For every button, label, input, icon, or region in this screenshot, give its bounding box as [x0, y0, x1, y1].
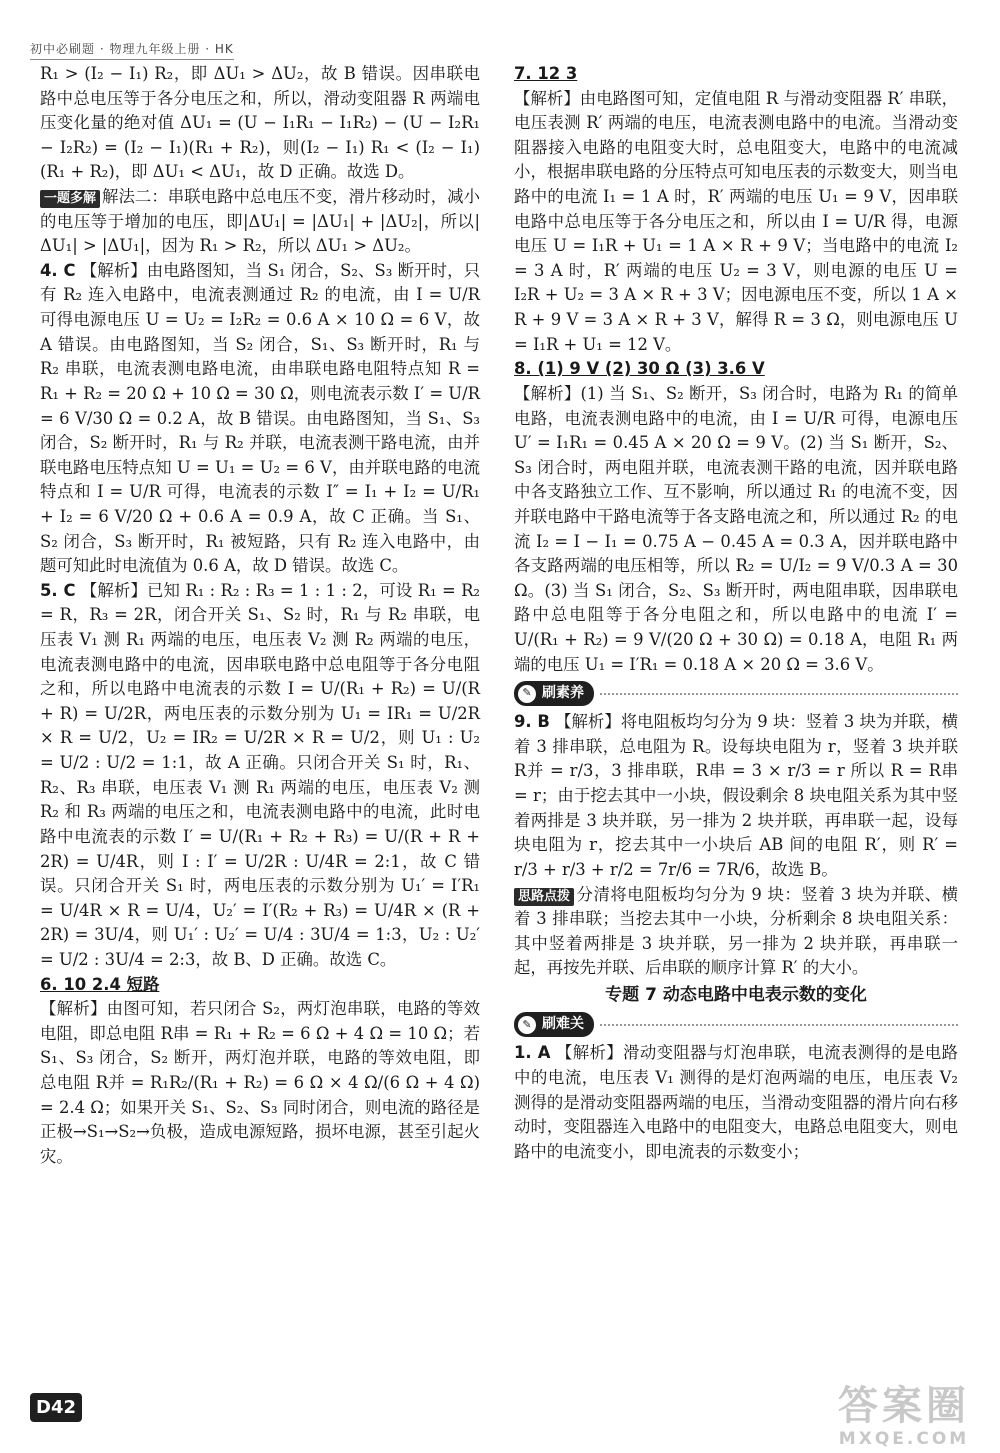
- section-bar-literacy: [514, 681, 958, 706]
- q5-explanation: 【解析】已知 R₁ : R₂ : R₃ = 1 : 1 : 2，可设 R₁ = R₂ = R，R₃ = 2R，闭合开关 S₁、S₂ 时，R₁ 与 R₂ 串联，电压表 V₁ 测 R₁ 两端的电压，电压表 V₂ 测 R₂ 两端的电压，电流表测电路中的电流，因串联电路中总电阻等于各分电阻之和，所以电路中电流表的示数 I = U/(R₁ + R₂) = U/(R + R) = U/2R，两电压表的示数分别为 U₁ = IR₁ = U/2R × R = U/2，U₂ = IR₂ = U/2R × R = U/2，则 U₁ : U₂ = U/2 : U/2 = 1:1，故 A 正确。只闭合开关 S₁ 时，R₁、R₂、R₃ 串联，电压表 V₁ 测 R₁ 两端的电压，电压表 V₂ 测 R₂ 和 R₃ 两端的电压之和，电流表测电路中的电流，此时电路中电流表的示数 I′ = U/(R₁ + R₂ + R₃) = U/(R + R + 2R) = U/4R，则 I : I′ = U/2R : U/4R = 2:1，故 C 错误。只闭合开关 S₁ 时，两电压表的示数分别为 U₁′ = I′R₁ = U/4R × R = U/4，U₂′ = I′(R₂ + R₃) = U/4R × (R + 2R) = 3U/4，则 U₁′ : U₂′ = U/4 : 3U/4 = 1:3，U₂ : U₂′ = U/2 : 3U/4 = 2:3，故 B、D 正确。故选 C。: [40, 580, 481, 969]
- question-6: [40, 973, 480, 998]
- difficulty-label: 刷难关: [542, 1016, 584, 1033]
- running-header: 初中必刷题 · 物理九年级上册 · HK: [30, 40, 234, 60]
- q4-answer: 4. C: [40, 260, 76, 280]
- difficulty-badge: [514, 1012, 594, 1037]
- page-number: D42: [30, 1393, 82, 1422]
- q9-explanation: 【解析】将电阻板均匀分为 9 块：竖着 3 块为并联，横着 3 排串联，总电阻为 R。设每块电阻为 r，竖着 3 块并联 R并 = r/3，3 排串联，R串 = 3 × r/3 = r 所以 R = R串 = r；由于挖去其中一小块，假设剩余 8 块电阻关系为其中竖着两排是 3 块并联，另一排为 2 块并联，再串联一起，设每块电阻为 r，挖去其中一小块后 AB 间的电阻 R′，则 R′ = r/3 + r/3 + r/2 = 7r/6 = 7R/6，故选 B。: [514, 712, 958, 879]
- right-column: [514, 62, 958, 1164]
- tip-tag: 思路点拨: [514, 888, 574, 906]
- watermark-url: MXQE.COM: [838, 1429, 970, 1449]
- section-title: 专题 7 动态电路中电表示数的变化: [605, 984, 867, 1005]
- pencil-icon: ✎: [518, 1016, 536, 1034]
- q8-answer: 8. (1) 9 V (2) 30 Ω (3) 3.6 V: [514, 359, 765, 379]
- literacy-badge: [514, 681, 594, 706]
- q7-answer: 7. 12 3: [514, 64, 578, 83]
- q9-tip: [514, 883, 958, 981]
- q3-alt-solution: [40, 185, 480, 259]
- question-8: [514, 357, 958, 382]
- q9-answer: 9. B: [514, 712, 550, 732]
- dotted-divider: [600, 1024, 958, 1026]
- pencil-icon: ✎: [518, 685, 536, 703]
- q5-answer: 5. C: [40, 580, 76, 600]
- alt-solution-text: 解法二：串联电路中总电压不变，滑片移动时，减小的电压等于增加的电压，即|ΔU₁| = |ΔU₁| + |ΔU₂|，所以|ΔU₁| > |ΔU₁|，因为 R₁ > R₂，所以 ΔU₁ > ΔU₂。: [40, 187, 480, 256]
- q6-explanation: 【解析】由图可知，若只闭合 S₂，两灯泡串联，电路的等效电阻，即总电阻 R串 = R₁ + R₂ = 6 Ω + 4 Ω = 10 Ω；若 S₁、S₃ 闭合，S₂ 断开，两灯泡并联，电路的等效电阻，即总电阻 R并 = R₁R₂/(R₁ + R₂) = 6 Ω × 4 Ω/(6 Ω + 4 Ω) = 2.4 Ω；如果开关 S₁、S₂、S₃ 同时闭合，则电流的路径是正极→S₁→S₂→负极，造成电源短路，损坏电源，甚至引起火灾。: [40, 999, 480, 1166]
- alt-solution-tag: 一题多解: [40, 190, 100, 208]
- q1-explanation: 【解析】滑动变阻器与灯泡串联，电流表测得的是电路中的电流，电压表 V₁ 测得的是灯泡两端的电压，电压表 V₂ 测得的是滑动变阻器两端的电压，当滑动变阻器的滑片向右移动时，变阻器连入电路中的电阻变大，电路总电阻变大，则电路中的电流变小，即电流表的示数变小；: [514, 1043, 958, 1161]
- question-5: [40, 579, 480, 973]
- q3-continuation: R₁ > (I₂ − I₁) R₂，即 ΔU₁ > ΔU₂，故 B 错误。因串联电路中总电压等于各分电压之和，所以，滑动变阻器 R 两端电压变化量的绝对值 ΔU₁ = (U − I₁R₁ − I₁R₂) − (U − I₂R₁ − I₂R₂) = (I₂ − I₁)(R₁ + R₂)，则(I₂ − I₁) R₁ < (I₂ − I₁)(R₁ + R₂)，即 ΔU₁ < ΔU₁，故 D 正确。故选 D。: [40, 64, 480, 182]
- q1-answer: 1. A: [514, 1043, 551, 1063]
- question-4: [40, 259, 480, 579]
- q6-answer: 6. 10 2.4 短路: [40, 974, 160, 994]
- q4-explanation: 【解析】由电路图知，当 S₁ 闭合，S₂、S₃ 断开时，只有 R₂ 连入电路中，电流表测通过 R₂ 的电流，由 I = U/R 可得电源电压 U = U₂ = I₂R₂ = 0.6 A × 10 Ω = 6 V，故 A 错误。由电路图知，当 S₂ 闭合，S₁、S₃ 断开时，R₁ 与 R₂ 串联，电流表测电路电流，由串联电路电阻特点知 R = R₁ + R₂ = 20 Ω + 10 Ω = 30 Ω，则电流表示数 I′ = U/R = 6 V/30 Ω = 0.2 A，故 B 错误。由电路图知，当 S₁、S₃ 闭合，S₂ 断开时，R₁ 与 R₂ 并联，电流表测干路电流，由并联电路电压特点知 U = U₁ = U₂ = 6 V，由并联电路的电流特点和 I = U/R 可得，电流表的示数 I″ = I₁ + I₂ = U/R₁ + I₂ = 6 V/20 Ω + 0.6 A = 0.9 A，故 C 正确。当 S₁、S₂ 闭合，S₃ 断开时，R₁ 被短路，只有 R₂ 连入电路中，由题可知此时电流值为 0.6 A，故 D 错误。故选 C。: [40, 260, 481, 576]
- literacy-label: 刷素养: [542, 685, 584, 702]
- dotted-divider: [600, 693, 958, 695]
- q8-explanation: 【解析】(1) 当 S₁、S₂ 断开，S₃ 闭合时，电路为 R₁ 的简单电路，电流表测电路中的电流，由 I = U/R 可得，电源电压 U′ = I₁R₁ = 0.45 A × 20 Ω = 9 V。(2) 当 S₁ 断开，S₂、S₃ 闭合时，两电阻并联，电流表测干路的电流，因并联电路中各支路独立工作、互不影响，所以通过 R₁ 的电流不变，因并联电路中干路电流等于各支路电流之和，所以通过 R₂ 的电流 I₂ = I − I₁ = 0.75 A − 0.45 A = 0.3 A，因并联电路中各支路两端的电压相等，所以 R₂ = U/I₂ = 9 V/0.3 A = 30 Ω。(3) 当 S₁ 闭合，S₂、S₃ 断开时，两电阻串联，因串联电路中总电阻等于各分电阻之和，所以电路中的电流 I′ = U/(R₁ + R₂) = 9 V/(20 Ω + 30 Ω) = 0.18 A，电阻 R₁ 两端的电压 U₁ = I′R₁ = 0.18 A × 20 Ω = 3.6 V。: [514, 383, 958, 674]
- left-column: [40, 62, 480, 1169]
- section-bar-difficulty: [514, 1012, 958, 1037]
- question-1: [514, 1041, 958, 1164]
- q7-explanation: 【解析】由电路图可知，定值电阻 R 与滑动变阻器 R′ 串联，电压表测 R′ 两端的电压，电流表测电路中的电流。当滑动变阻器接入电路的电阻变大时，总电阻变大，电路中的电流减小，根据串联电路的分压特点可知电压表的示数变大，则当电路中的电流 I₁ = 1 A 时，R′ 两端的电压 U₁ = 9 V，因串联电路中总电压等于各分电压之和，所以由 I = U/R 得，电源电压 U = I₁R + U₁ = 1 A × R + 9 V；当电路中的电流 I₂ = 3 A 时，R′ 两端的电压 U₂ = 3 V，则电源的电压 U = I₂R + U₂ = 3 A × R + 3 V；因电源电压不变，所以 1 A × R + 9 V = 3 A × R + 3 V，解得 R = 3 Ω，则电源电压 U = I₁R + U₁ = 12 V。: [514, 88, 958, 354]
- question-7: [514, 62, 958, 87]
- tip-text: 分清将电阻板均匀分为 9 块：竖着 3 块为并联、横着 3 排串联；当挖去其中一小块，分析剩余 8 块电阻关系：其中竖着两排是 3 块并联，另一排为 2 块并联，再串联一起，再按先并联、后串联的顺序计算 R′ 的大小。: [514, 884, 958, 978]
- question-9: [514, 710, 958, 882]
- watermark: [838, 1385, 970, 1453]
- watermark-logo: 答案圈: [838, 1383, 970, 1429]
